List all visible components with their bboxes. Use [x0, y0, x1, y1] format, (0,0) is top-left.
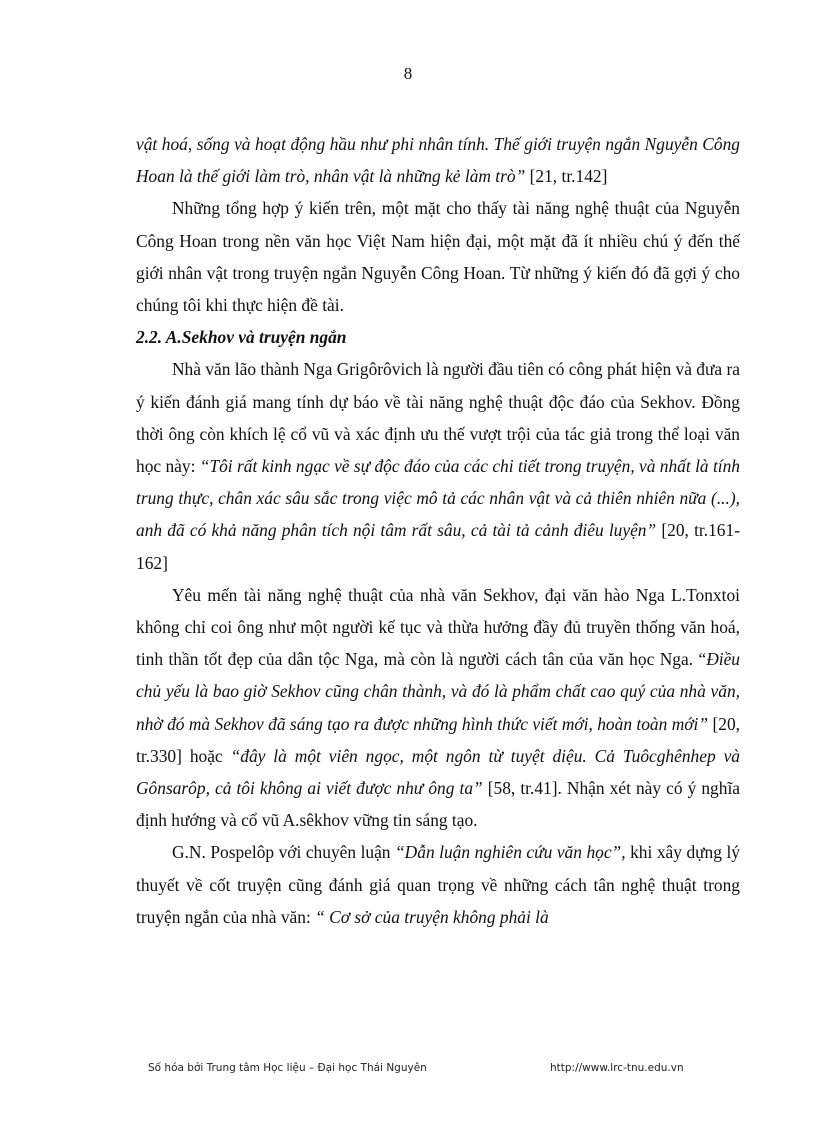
paragraph-4 [136, 579, 740, 837]
quote: vật hoá, sống và hoạt động hầu như phi nhân tính. Thế giới truyện ngắn Nguyễn Công Hoan là thế giới làm trò, nhân vật là những kẻ làm trò” [136, 134, 740, 187]
body-text: G.N. Pospelôp với chuyên luận [172, 842, 396, 863]
citation: [21, tr.142] [525, 166, 608, 187]
footer-url[interactable]: http://www.lrc-tnu.edu.vn [550, 1062, 684, 1074]
quote: “Dẫn luận nghiên cứu văn học”, [395, 842, 626, 863]
quote: “ Cơ sở của truyện không phải là [315, 906, 549, 927]
body-text: khi xây dựng lý thuyết về cốt truyện cũng đánh giá quan trọng về những cách tân nghệ thuật trong truyện ngắn của nhà văn: [136, 842, 740, 927]
paragraph-3 [136, 353, 740, 578]
quote: “đây là một viên ngọc, một ngôn từ tuyệt diệu. Cả Tuôcghênhep và Gônsarôp, cả tôi không ai viết được như ông ta” [136, 745, 740, 799]
section-heading: 2.2. A.Sekhov và truyện ngắn [136, 327, 347, 348]
quote: Điều chủ yếu là bao giờ Sekhov cũng chân thành, và đó là phẩm chất cao quý của nhà văn, nhờ đó mà Sekhov đã sáng tạo ra được những hình thức viết mới, hoàn toàn mới” [136, 649, 740, 734]
body-text: Yêu mến tài năng nghệ thuật của nhà văn Sekhov, đại văn hào Nga L.Tonxtoi không chỉ coi ông như một người kế tục và thừa hưởng đầy đủ truyền thống văn hoá, tinh thần tốt đẹp của dân tộc Nga, mà còn là người cách tân của văn học Nga. “ [136, 584, 740, 670]
page-number: 8 [403, 64, 413, 83]
citation: [58, tr.41]. Nhận xét này có ý nghĩa định hướng và cổ vũ A.sêkhov vững tin sáng tạo. [136, 778, 740, 831]
citation: [20, tr.161-162] [136, 520, 740, 573]
citation: [20, tr.330] hoặc [136, 713, 740, 766]
footer-credit: Số hóa bởi Trung tâm Học liệu – Đại học Thái Nguyên [148, 1062, 427, 1074]
body-text: Nhà văn lão thành Nga Grigôrôvich là người đầu tiên có công phát hiện và đưa ra ý kiến đánh giá mang tính dự báo về tài năng nghệ thuật độc đáo của Sekhov. Đồng thời ông còn khích lệ cổ vũ và xác định ưu thế vượt trội của tác giả trong thể loại văn học này: [136, 359, 740, 477]
paragraph-1 [136, 128, 740, 192]
paragraph-5 [136, 836, 740, 933]
document-body [136, 128, 740, 933]
quote: “Tôi rất kinh ngạc về sự độc đáo của các chi tiết trong truyện, và nhất là tính trung thực, chân xác sâu sắc trong việc mô tả các nhân vật và cả thiên nhiên nữa (...), anh đã có khả năng phân tích nội tâm rất sâu, cả tài tả cảnh điêu luyện” [136, 456, 741, 541]
paragraph-2: Những tổng hợp ý kiến trên, một mặt cho thấy tài năng nghệ thuật của Nguyễn Công Hoan trong nền văn học Việt Nam hiện đại, một mặt đã ít nhiều chú ý đến thế giới nhân vật trong truyện ngắn Nguyễn Công Hoan. Từ những ý kiến đó đã gợi ý cho chúng tôi khi thực hiện đề tài. [136, 198, 740, 316]
